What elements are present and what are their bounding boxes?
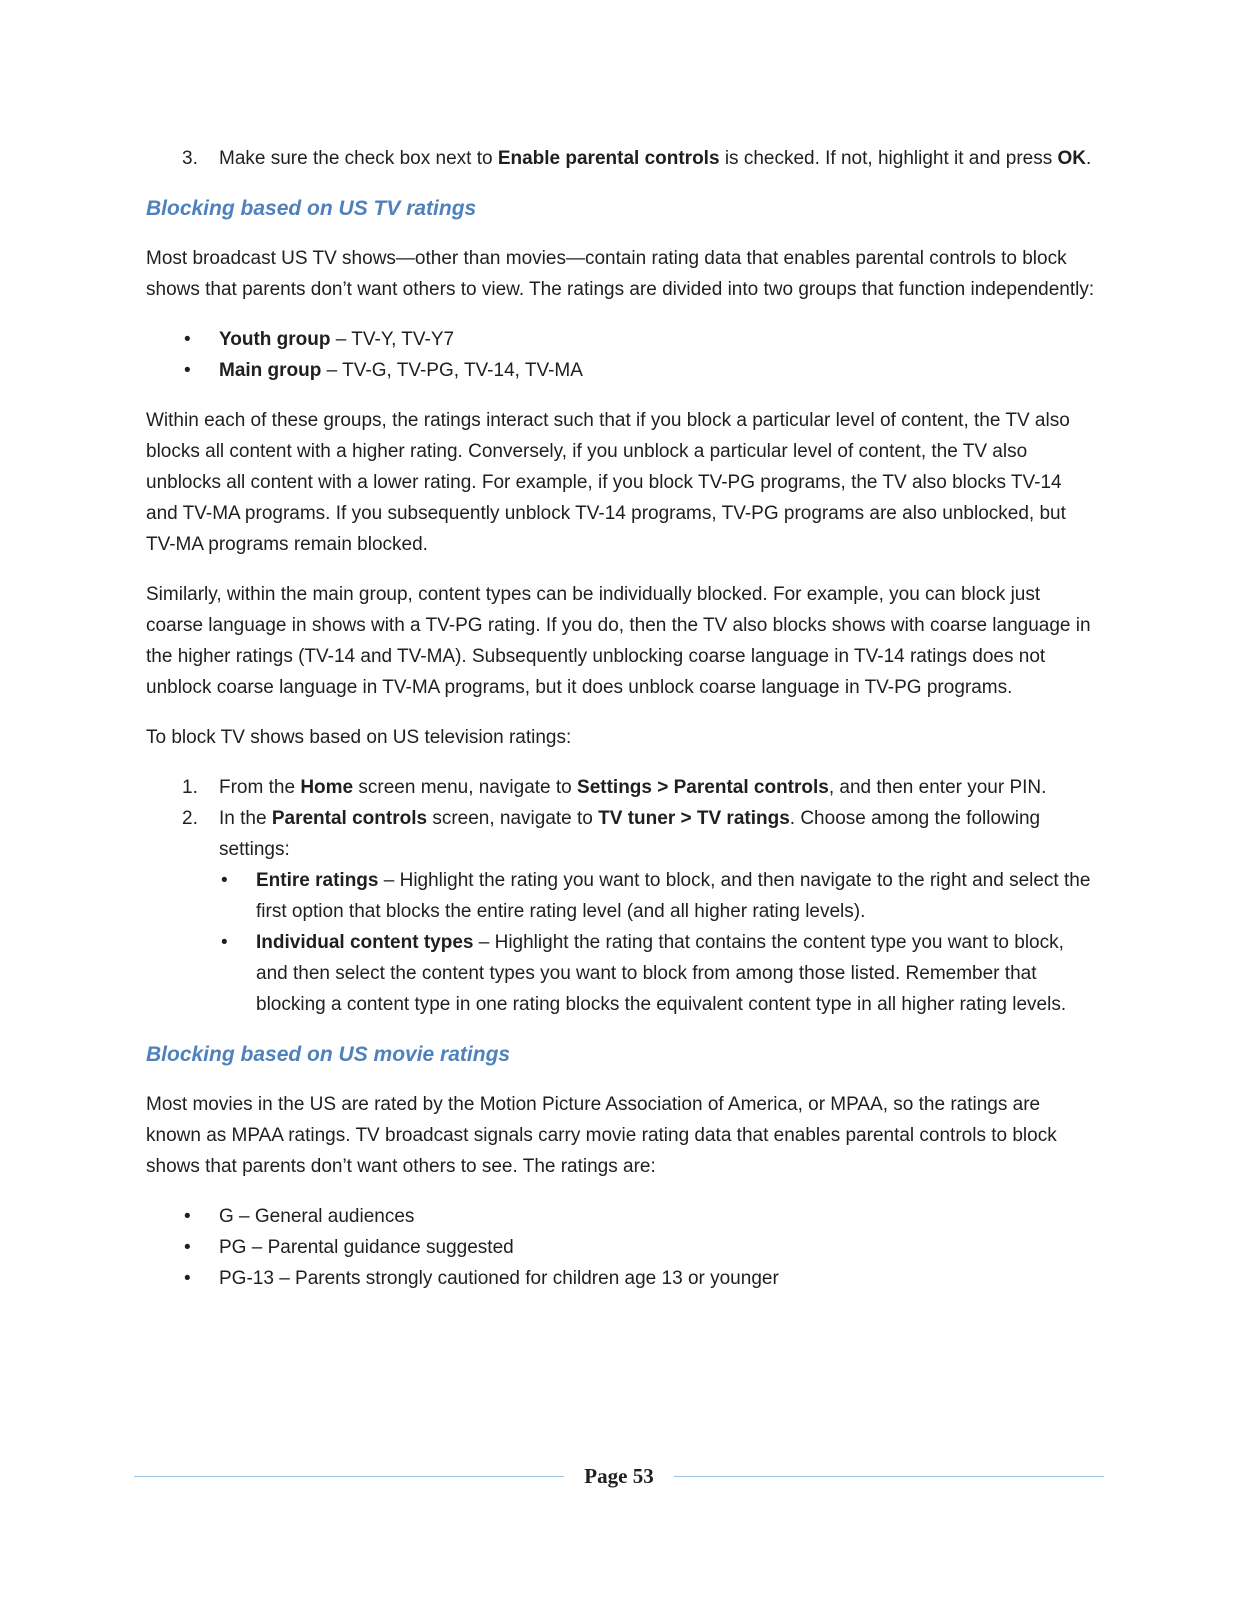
- step-number: 3.: [182, 148, 198, 169]
- step-text: In the: [219, 808, 272, 829]
- bullet: •: [184, 1237, 191, 1258]
- paragraph: Most broadcast US TV shows—other than movies—contain rating data that enables parental controls to block shows that parents don’t want others to view. The ratings are divided into two groups that function independently:: [146, 248, 1095, 300]
- section-heading-movie-ratings: Blocking based on US movie ratings: [146, 1043, 511, 1066]
- list-item-text: PG-13 – Parents strongly cautioned for children age 13 or younger: [219, 1268, 779, 1289]
- bullet: •: [184, 1206, 191, 1227]
- list-item: [146, 1232, 1096, 1263]
- step-bold-term: Parental controls: [271, 808, 428, 829]
- step-number: 2.: [182, 808, 198, 829]
- sub-item-label: Entire ratings: [256, 870, 379, 891]
- bullet: •: [184, 1268, 191, 1289]
- intro-step-list: [146, 143, 1096, 174]
- list-item-text: PG – Parental guidance suggested: [219, 1237, 514, 1258]
- step-bold-term: OK: [1057, 148, 1087, 169]
- paragraph: Similarly, within the main group, content types can be individually blocked. For example, you can block just coarse language in shows with a TV-PG rating. If you do, then the TV also blocks shows with coarse language in the higher ratings (TV-14 and TV-MA). Subsequently unblocking coarse language in TV-14 ratings does not unblock coarse language in TV-MA programs, but it does unblock coarse language in TV-PG programs.: [146, 584, 1091, 698]
- list-item-label: Main group: [219, 360, 322, 381]
- list-item-text: G – General audiences: [219, 1206, 415, 1227]
- rating-groups-list: [146, 324, 1096, 386]
- step-sub-list: [219, 865, 1096, 1020]
- section-heading-tv-ratings: Blocking based on US TV ratings: [146, 197, 477, 220]
- list-item-label: Youth group: [219, 329, 331, 350]
- bullet: •: [184, 329, 191, 350]
- step-text: , and then enter your PIN.: [828, 777, 1047, 798]
- page-number: Page 53: [584, 1464, 654, 1488]
- intro-step-item: [146, 143, 1096, 174]
- step-text: Make sure the check box next to: [219, 148, 498, 169]
- bullet: •: [184, 360, 191, 381]
- sub-item-label: Individual content types: [256, 932, 474, 953]
- paragraph: Most movies in the US are rated by the Motion Picture Association of America, or MPAA, so the ratings are known as MPAA ratings. TV broadcast signals carry movie rating data that enables parental controls to block shows that parents don’t want others to see. The ratings are:: [146, 1094, 1057, 1177]
- tv-steps-list: [146, 772, 1096, 1020]
- step-text: screen, navigate to: [427, 808, 599, 829]
- bullet: •: [221, 870, 228, 891]
- paragraph: Within each of these groups, the ratings interact such that if you block a particular level of content, the TV also blocks all content with a higher rating. Conversely, if you unblock a particular level of content, the TV also unblocks all content with a lower rating. For example, if you block TV-PG programs, the TV also blocks TV-14 and TV-MA programs. If you subsequently unblock TV-14 programs, TV-PG programs are also unblocked, but TV-MA programs remain blocked.: [146, 410, 1070, 555]
- list-item: [146, 1201, 1096, 1232]
- paragraph: To block TV shows based on US television ratings:: [146, 727, 572, 748]
- step-bold-term: Settings > Parental controls: [577, 777, 829, 798]
- step-number: 1.: [182, 777, 198, 798]
- page-footer: [134, 1460, 1104, 1492]
- step-text: From the: [219, 777, 301, 798]
- list-item: [146, 324, 1096, 355]
- page-content: [146, 143, 1096, 1313]
- step-bold-term: TV tuner > TV ratings: [598, 808, 790, 829]
- step-text: . Choose among the following settings:: [219, 808, 1041, 860]
- list-item-text: – TV-Y, TV-Y7: [330, 329, 455, 350]
- step-item: [146, 772, 1096, 803]
- sub-list-item: [219, 865, 1096, 927]
- bullet: •: [221, 932, 228, 953]
- sub-item-text: – Highlight the rating that contains the content type you want to block, and then select the content types you want to block from among those listed. Remember that blocking a content type in one rating blocks the equivalent content type in all higher rating levels.: [256, 932, 1067, 1015]
- step-text: .: [1086, 148, 1092, 169]
- footer-divider-left: [134, 1476, 564, 1477]
- sub-list-item: [219, 927, 1096, 1020]
- step-bold-term: Home: [300, 777, 354, 798]
- step-item: [146, 803, 1096, 1020]
- step-bold-term: Enable parental controls: [497, 148, 720, 169]
- footer-divider-right: [674, 1476, 1104, 1477]
- movie-ratings-list: [146, 1201, 1096, 1294]
- step-text: screen menu, navigate to: [353, 777, 578, 798]
- list-item: [146, 1263, 1096, 1294]
- step-text: is checked. If not, highlight it and press: [719, 148, 1058, 169]
- list-item: [146, 355, 1096, 386]
- sub-item-text: – Highlight the rating you want to block, and then navigate to the right and select the first option that blocks the entire rating level (and all higher rating levels).: [256, 870, 1091, 922]
- list-item-text: – TV-G, TV-PG, TV-14, TV-MA: [321, 360, 583, 381]
